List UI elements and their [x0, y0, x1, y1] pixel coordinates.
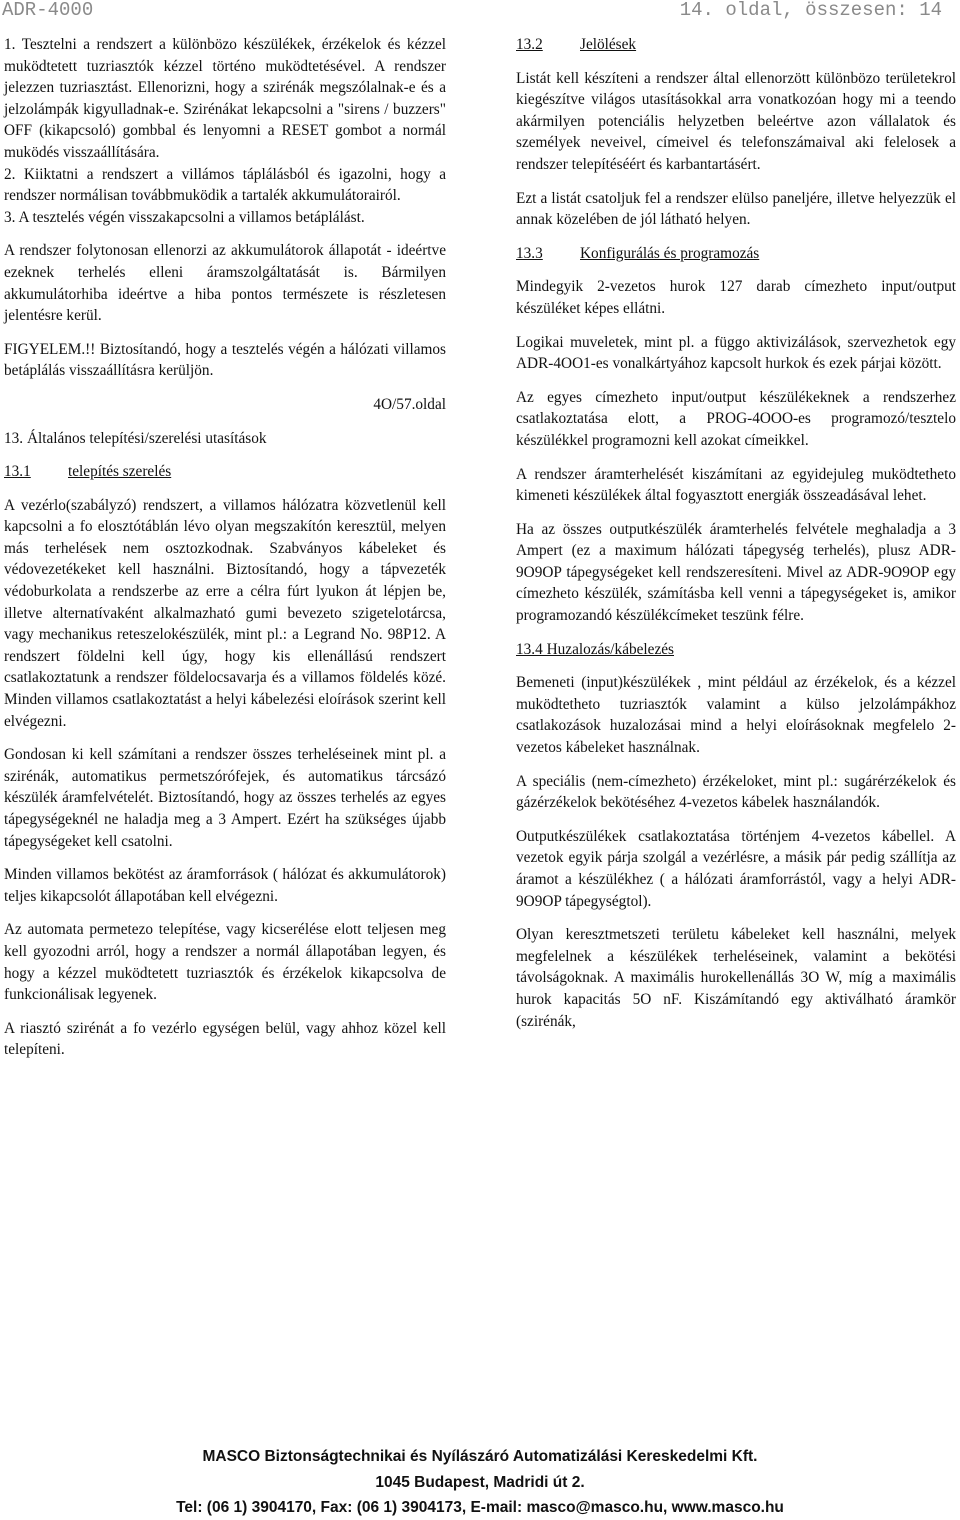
subsection-label: Konfigurálás és programozás — [580, 244, 760, 262]
paragraph-marking-2: Ezt a listát csatoljuk fel a rendszer elülso paneljére, illetve helyezzük el annak közelében de jól látható helyen. — [516, 189, 956, 229]
paragraph-warning: FIGYELEM.!! Biztosítandó, hogy a tesztelés végén a hálózati villamos betáplálás visszaállításra kerüljön. — [4, 340, 446, 380]
subsection-number: 13.3 — [516, 244, 543, 262]
paragraph-wiring-4: Olyan keresztmetszeti területu kábeleket kell használni, melyek megfelelnek a készülékek terheléseinek, valamint a bekötési távolságoknak. A maximális hurokellenállás 3O W, míg a maximális hurok kapacitás 5O nF. Kiszámítandó egy aktiválható áramkör (szirénák, — [516, 926, 956, 1030]
list-item: 1. Tesztelni a rendszert a különbözo készülékek, érzékelok és kézzel muködtetett tuzriasztók kézzel történo muködtetésével. A rendszer jelezzen tuzriasztást. Ellenorizni, hogy a szirénák megszólalnak-e és a jelzolámpák kigyulladnak-e. Szirénákat lekapcsolni a "sirens / buzzers" OFF (kikapcsoló) gombbal és lenyomni a RESET gombot a normál muködés visszaállítására. — [4, 36, 446, 161]
paragraph-config-1: Mindegyik 2-vezetos hurok 127 darab címezheto input/output készüléket képes ellátni. — [516, 278, 956, 317]
paragraph-install-4: Az automata permetezo telepítése, vagy kicserélése elott teljesen meg kell gyozodni arról, hogy a rendszer a normál állapotában legyen, és hogy a kézzel muködtetett tuzriasztók és érzékelok kikapcsolva de funkcionálisak legyenek. — [4, 921, 446, 1004]
paragraph-config-2: Logikai muveletek, mint pl. a függo aktivizálások, szervezhetok egy ADR-4OO1-es vonalkártyához kapcsolt hurkok és ezek párjai között. — [516, 333, 956, 373]
subsection-label: telepítés szerelés — [68, 463, 172, 481]
list-item: 3. A tesztelés végén visszakapcsolni a villamos betáplálást. — [4, 208, 365, 226]
paragraph-config-4: A rendszer áramterhelését kiszámítani az egyidejuleg muködtetheto kimeneti készülékek által fogyasztott energiák összeadásával lehet. — [516, 465, 956, 505]
document-code: ADR-4000 — [2, 0, 94, 21]
section-title: 13. Általános telepítési/szerelési utasítások — [4, 429, 267, 447]
subsection-title-13-3 — [516, 243, 956, 265]
paragraph-wiring-3: Outputkészülékek csatlakoztatása történjem 4-vezetos kábellel. A vezetok egyik párja szolgál a vezérlésre, a másik pár pedig szállítja az áramot a készülékhez ( a hálózati áramforrástól, vagy a helyi ADR-9O9OP tápegységtol). — [516, 827, 956, 910]
paragraph-config-3: Az egyes címezheto input/output készülékeknek a rendszerhez csatlakoztatása elott, a PROG-4OOO-es programozó/tesztelo készülékkel programozni kell azokat címeikkel. — [516, 388, 956, 449]
subsection-label: Jelölések — [580, 36, 637, 53]
subsection-number: 13.2 — [516, 36, 543, 53]
paragraph-install-2: Gondosan ki kell számítani a rendszer összes terheléseinek mint pl. a szirénák, automatikus permetszórófejek, és automatikus tárcsázó készülék áramfelvételét. Biztosítandó, hogy az összes terhelés az egyes tápegységeknél ne haladja meg a 3 Ampert. Ezért ha szükséges újabb tápegységeket kell csatolni. — [4, 746, 446, 850]
subsection-title-13-2 — [516, 34, 956, 56]
test-steps-list — [4, 34, 446, 228]
paragraph-wiring-1: Bemeneti (input)készülékek , mint például az érzékelok, és a kézzel muködtetheto tuzriasztók valamint a külso jelzolámpákhoz csatlakozások huzalozásai mind a helyi eloírásoknak megfelelo 2-vezetos kábeleket használnak. — [516, 674, 956, 757]
subsection-title-13-1 — [4, 461, 446, 483]
paragraph-config-5: Ha az összes outputkészülék áramterhelés felvétele meghaladja a 3 Ampert (ez a maximum hálózati tápegység terhelés), plusz ADR-9O9OP tápegységeket kell rendszeresíteni. Mivel az ADR-9O9OP egy címezheto készülék, számításba kell venni a tápegységeket is, amikor programozandó készülékcímeket teszünk félre. — [516, 520, 956, 625]
footer-address: 1045 Budapest, Madridi út 2. — [375, 1474, 585, 1491]
subsection-number: 13.1 — [4, 463, 31, 481]
page-reference: 4O/57.oldal — [373, 395, 446, 413]
paragraph-install-3: Minden villamos bekötést az áramforrások ( hálózat és akkumulátorok) teljes kikapcsolót állapotában kell elvégezni. — [4, 866, 446, 905]
right-column — [516, 34, 956, 1044]
paragraph-marking-1: Listát kell készíteni a rendszer által ellenorzött különbözo területekrol kiegészítve világos utasításokkal arra vonatkozóan hogy mi a teendo akármilyen potenciális helyzetben beleértve azon vállalatok és személyek neveivel, címeivel és telefonszámaival aki felelosek a rendszer telepítéséért és karbantartásért. — [516, 69, 956, 173]
subsection-title-13-4 — [516, 639, 956, 661]
paragraph-install-5: A riasztó szirénát a fo vezérlo egységen belül, vagy ahhoz közel kell telepíteni. — [4, 1019, 446, 1059]
list-item: 2. Kiiktatni a rendszert a villámos táplálásból és igazolni, hogy a rendszer normálisan továbbmuködik a tartalék akkumulátorairól. — [4, 165, 446, 205]
subsection-label: 13.4 Huzalozás/kábelezés — [516, 640, 674, 658]
paragraph-install-1: A vezérlo(szabályzó) rendszert, a villamos hálózatra közvetlenül kell kapcsolni a fo elosztótáblán lévo olyan megszakítón keresztül, melyen más terhelések nem osztozkodnak. Szabványos kábeleket és védovezetékeket kell használni. Biztosítandó, hogy a tápvezeték védoburkolata a rendszerbe az erre a célra fúrt lyukon át lépjen be, illetve alternatívaként alkalmazható gumi bevezeto szigetelotárcsa, vagy mechanikus reteszelokészülék, mint pl.: a Legrand No. 98P12. A rendszert földelni kell úgy, hogy kis ellenállású rendszert csatlakoztatunk a rendszer földelocsavarja és a villamos földelés közé. Minden villamos csatlakoztatást a helyi kábelezési eloírások szerint kell elvégezni. — [4, 496, 446, 730]
paragraph-wiring-2: A speciális (nem-címezheto) érzékeloket, mint pl.: sugárérzékelok és gázérzékelok bekötéséhez 4-vezetos kábelek használandók. — [516, 772, 956, 812]
page-info: 14. oldal, összesen: 14 — [679, 0, 942, 21]
paragraph-battery: A rendszer folytonosan ellenorzi az akkumulátorok állapotát - ideértve ezeknek terhelés elleni áramszolgáltatását is. Bármilyen akkumulátorhiba ideértve a hiba pontos természete is részletesen jelentésre kerül. — [4, 242, 446, 325]
footer-company: MASCO Biztonságtechnikai és Nyílászáró Automatizálási Kereskedelmi Kft. — [202, 1448, 758, 1465]
left-column — [4, 34, 446, 1073]
footer-contact: Tel: (06 1) 3904170, Fax: (06 1) 3904173, E-mail: masco@masco.hu, www.masco.hu — [176, 1499, 784, 1516]
